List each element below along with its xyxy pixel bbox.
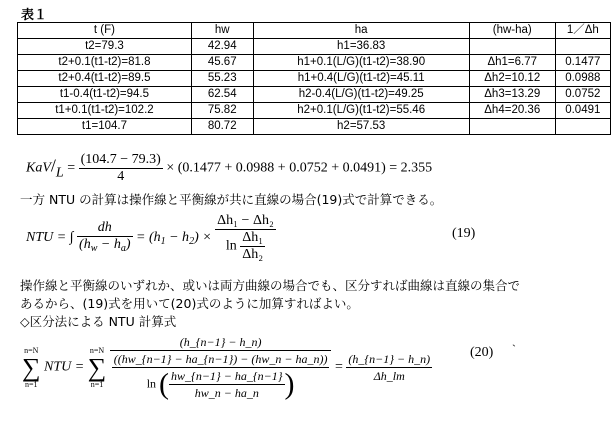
eq20-den: ((hw_{n−1} − ha_{n−1}) − (hw_n − ha_n)) ln ( $\frac{hw\_\{n-1\} - ha\_\{n-1\}}{hw\_n - ha\_n}$ ) [113, 352, 328, 401]
table-row [18, 103, 611, 119]
kav-rest: × (0.1477 + 0.0988 + 0.0752 + 0.0491) = 2.355 [166, 160, 433, 176]
data-table [17, 22, 611, 135]
equation-20 [22, 334, 432, 401]
header-inverse-dh: 1／Δh [555, 23, 610, 39]
table-row [18, 87, 611, 103]
eq19-lhs: NTU = ∫ [26, 230, 74, 246]
eq20-rden: Δh_lm [373, 369, 405, 383]
table-cell: t2+0.1(t1-t2)=81.8 [18, 55, 192, 71]
eq20-sum-left: n=N ∑ n=1 [22, 345, 41, 389]
eq20-rnum: (h_{n−1} − h_n) [348, 352, 431, 366]
table-cell: t2=79.3 [18, 39, 192, 55]
table-cell: Δh2=10.12 [469, 71, 555, 87]
eq19-den: $(h_w - h_a)$ [79, 236, 131, 254]
header-hw: hw [191, 23, 253, 39]
table-cell: h1+0.4(L/G)(t1-t2)=45.11 [253, 71, 469, 87]
table-cell: t1+0.1(t1-t2)=102.2 [18, 103, 192, 119]
header-ha: ha [253, 23, 469, 39]
paragraph-ntu-linear: 一方 NTU の計算は操作線と平衡線が共に直線の場合(19)式で計算できる。 [20, 192, 443, 207]
table-cell: 0.0988 [555, 71, 610, 87]
equation-kav: KaV/L = $\frac{(104.7 - 79.3)}{4}$ × (0.1477 + 0.0988 + 0.0752 + 0.0491) = 2.355 [26, 152, 433, 184]
table-row [18, 39, 611, 55]
kav-lhs-den: L [55, 165, 64, 181]
equation-19 [26, 213, 276, 263]
eq19-rnum: Δh₁ − Δh₂ [217, 213, 274, 228]
eq20-right-fraction [346, 351, 432, 384]
table-cell: 42.94 [191, 39, 253, 55]
stray-mark: ˋ [512, 342, 516, 356]
page-title: 表１ [21, 8, 48, 23]
table-cell: h1+0.1(L/G)(t1-t2)=38.90 [253, 55, 469, 71]
eq19-rden: ln $\frac{\text{Δh₁}}{\text{Δh₂}}$ [225, 230, 264, 262]
eq20-main-fraction [110, 334, 332, 401]
table-cell: t1=104.7 [18, 119, 192, 135]
table-cell: h2-0.4(L/G)(t1-t2)=49.25 [253, 87, 469, 103]
table-cell: h2=57.53 [253, 119, 469, 135]
table-cell: 75.82 [191, 103, 253, 119]
eq19-number: (19) [452, 226, 476, 241]
eq20-equals: = [334, 359, 343, 375]
table-cell: Δh4=20.36 [469, 103, 555, 119]
kav-denominator: 4 [117, 169, 125, 184]
heading-ntu-formula: ◇区分法による NTU 計算式 [20, 314, 177, 329]
paragraph-piecewise-2: あるから、(19)式を用いて(20)式のように加算すればよい。 [20, 296, 359, 311]
table-cell [555, 119, 610, 135]
table-cell: 80.72 [191, 119, 253, 135]
table-cell: 0.0491 [555, 103, 610, 119]
table-cell: t1-0.4(t1-t2)=94.5 [18, 87, 192, 103]
header-hw-ha: (hw-ha) [469, 23, 555, 39]
table-cell: Δh3=13.29 [469, 87, 555, 103]
table-cell: Δh1=6.77 [469, 55, 555, 71]
table-cell: h1=36.83 [253, 39, 469, 55]
paragraph-piecewise-1: 操作線と平衡線のいずれか、或いは両方曲線の場合でも、区分すれば曲線は直線の集合で [20, 278, 521, 293]
table-cell: h2+0.1(L/G)(t1-t2)=55.46 [253, 103, 469, 119]
eq19-right-fraction [215, 213, 276, 263]
kav-lhs: KaV [26, 160, 51, 176]
kav-fraction [79, 152, 163, 185]
header-t: t (F) [18, 23, 192, 39]
table-row [18, 55, 611, 71]
eq19-integrand [77, 220, 132, 257]
table-cell [469, 119, 555, 135]
eq20-num: (h_{n−1} − h_n) [110, 334, 332, 351]
table-cell [555, 39, 610, 55]
table-cell: 0.1477 [555, 55, 610, 71]
table-cell: 62.54 [191, 87, 253, 103]
eq20-sum-right: n=N ∑ n=1 [87, 345, 107, 389]
table-cell: t2+0.4(t1-t2)=89.5 [18, 71, 192, 87]
table-row [18, 119, 611, 135]
table-cell: 0.0752 [555, 87, 610, 103]
eq20-lhs: NTU = [44, 359, 85, 375]
table-cell: 55.23 [191, 71, 253, 87]
table-row [18, 71, 611, 87]
table-cell: 45.67 [191, 55, 253, 71]
eq20-number: (20) [470, 345, 494, 360]
table-header-row [18, 23, 611, 39]
eq19-middle: = $(h_1 - h_2)$ × [136, 230, 212, 248]
kav-numerator: (104.7 − 79.3) [80, 152, 161, 167]
eq19-num: dh [77, 220, 132, 237]
table-cell [469, 39, 555, 55]
